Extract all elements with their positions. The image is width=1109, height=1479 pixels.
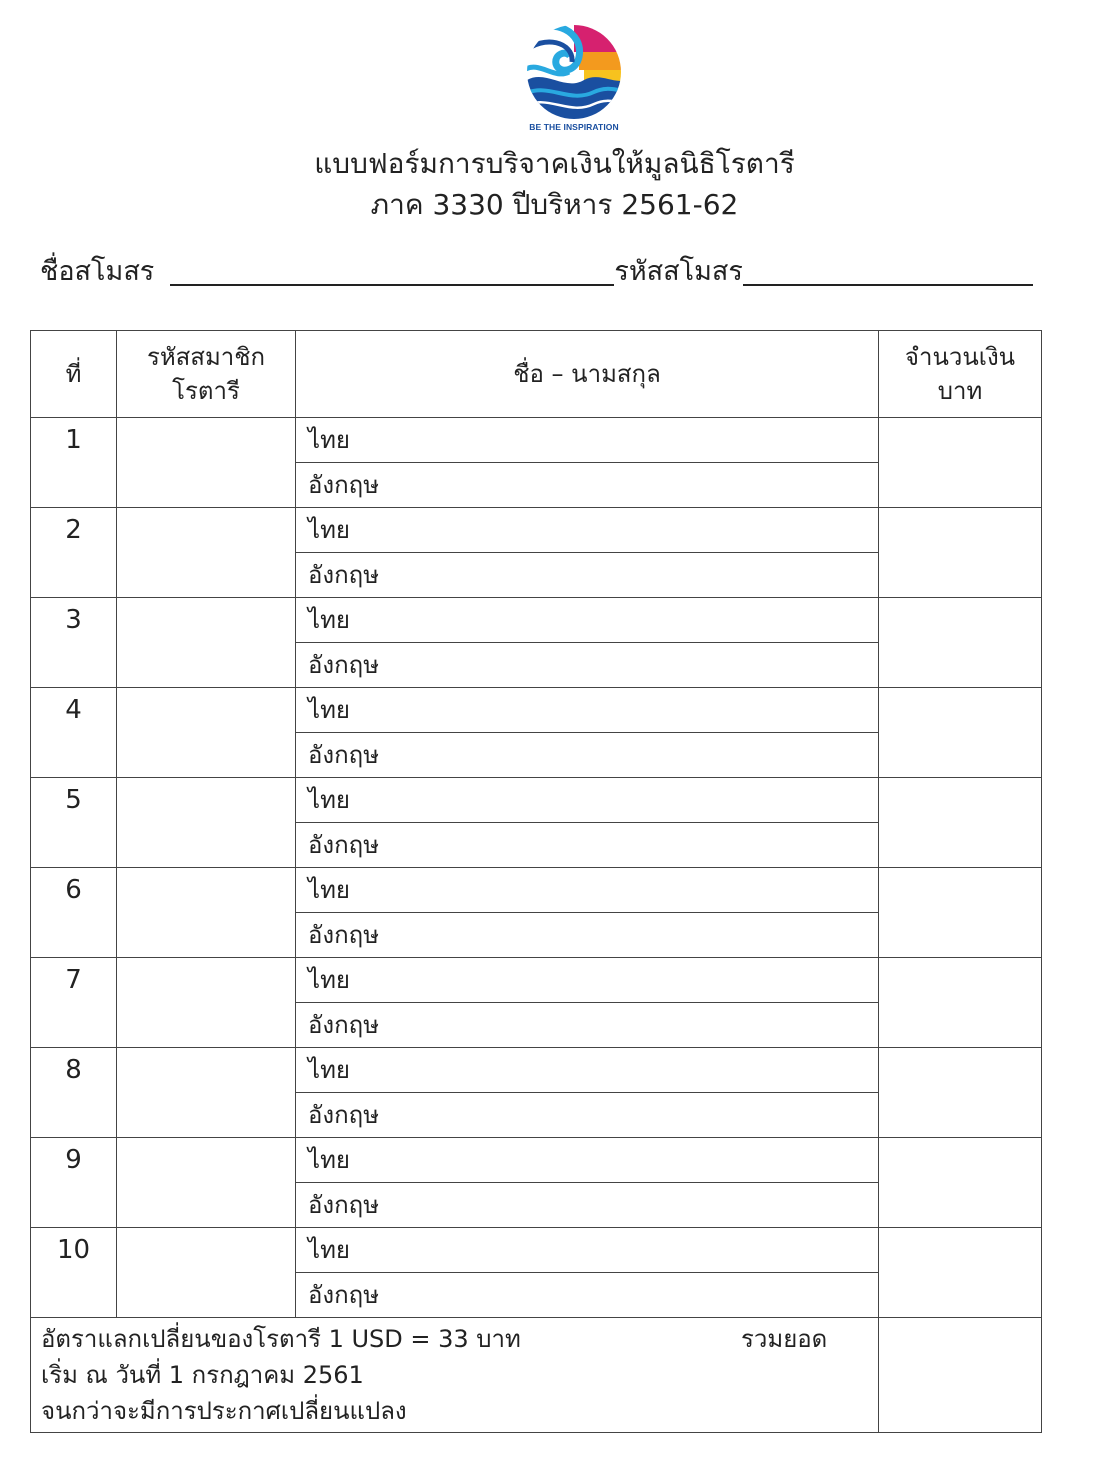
member-code-cell[interactable] [117, 688, 296, 778]
english-name-cell[interactable]: อังกฤษ [296, 463, 879, 508]
english-name-cell[interactable]: อังกฤษ [296, 553, 879, 598]
amount-cell[interactable] [879, 868, 1042, 958]
english-name-cell[interactable]: อังกฤษ [296, 1003, 879, 1048]
row-number: 2 [31, 508, 117, 598]
amount-cell[interactable] [879, 418, 1042, 508]
row-number: 3 [31, 598, 117, 688]
table-header-row [31, 331, 1042, 418]
english-name-cell[interactable]: อังกฤษ [296, 1273, 879, 1318]
table-row [31, 508, 1042, 553]
row-number: 10 [31, 1228, 117, 1318]
total-label: รวมยอด [741, 1325, 828, 1353]
thai-name-cell[interactable]: ไทย [296, 778, 879, 823]
logo-tagline: BE THE INSPIRATION [529, 122, 619, 132]
exchange-rate-text: อัตราแลกเปลี่ยนของโรตารี 1 USD = 33 บาท [41, 1325, 521, 1353]
english-name-cell[interactable]: อังกฤษ [296, 913, 879, 958]
header-member-code: รหัสสมาชิก โรตารี [117, 331, 296, 418]
english-name-cell[interactable]: อังกฤษ [296, 643, 879, 688]
row-number: 5 [31, 778, 117, 868]
table-footer-row [31, 1318, 1042, 1433]
form-subtitle: ภาค 3330 ปีบริหาร 2561-62 [370, 188, 739, 221]
table-row [31, 688, 1042, 733]
thai-name-cell[interactable]: ไทย [296, 418, 879, 463]
member-code-cell[interactable] [117, 1228, 296, 1318]
member-code-cell[interactable] [117, 868, 296, 958]
total-amount-cell[interactable] [879, 1318, 1042, 1433]
row-number: 4 [31, 688, 117, 778]
row-number: 7 [31, 958, 117, 1048]
thai-name-cell[interactable]: ไทย [296, 1138, 879, 1183]
header-no: ที่ [31, 331, 117, 418]
form-title: แบบฟอร์มการบริจาคเงินให้มูลนิธิโรตารี [314, 147, 795, 180]
english-name-cell[interactable]: อังกฤษ [296, 733, 879, 778]
table-row [31, 1048, 1042, 1093]
amount-cell[interactable] [879, 1138, 1042, 1228]
member-code-cell[interactable] [117, 1048, 296, 1138]
member-code-cell[interactable] [117, 508, 296, 598]
member-code-cell[interactable] [117, 958, 296, 1048]
club-info-line [40, 252, 1060, 292]
row-number: 1 [31, 418, 117, 508]
donation-table [30, 330, 1042, 1433]
thai-name-cell[interactable]: ไทย [296, 958, 879, 1003]
member-code-cell[interactable] [117, 1138, 296, 1228]
club-name-label: ชื่อสโมสร [40, 256, 155, 287]
amount-cell[interactable] [879, 1228, 1042, 1318]
table-row [31, 1138, 1042, 1183]
table-row [31, 868, 1042, 913]
amount-cell[interactable] [879, 598, 1042, 688]
until-notice-text: จนกว่าจะมีการประกาศเปลี่ยนแปลง [41, 1397, 407, 1425]
table-body [31, 418, 1042, 1318]
english-name-cell[interactable]: อังกฤษ [296, 823, 879, 868]
rotary-theme-logo [524, 22, 624, 137]
exchange-rate-note [31, 1318, 879, 1433]
thai-name-cell[interactable]: ไทย [296, 1048, 879, 1093]
row-number: 8 [31, 1048, 117, 1138]
thai-name-cell[interactable]: ไทย [296, 508, 879, 553]
member-code-cell[interactable] [117, 598, 296, 688]
row-number: 9 [31, 1138, 117, 1228]
table-row [31, 418, 1042, 463]
amount-cell[interactable] [879, 688, 1042, 778]
wave-logo-icon [524, 22, 624, 122]
thai-name-cell[interactable]: ไทย [296, 1228, 879, 1273]
header-name: ชื่อ – นามสกุล [296, 331, 879, 418]
member-code-cell[interactable] [117, 778, 296, 868]
club-name-blank[interactable] [170, 254, 614, 286]
thai-name-cell[interactable]: ไทย [296, 598, 879, 643]
amount-cell[interactable] [879, 778, 1042, 868]
table-row [31, 1228, 1042, 1273]
club-code-blank[interactable] [743, 254, 1033, 286]
table-row [31, 598, 1042, 643]
english-name-cell[interactable]: อังกฤษ [296, 1093, 879, 1138]
member-code-cell[interactable] [117, 418, 296, 508]
effective-date-text: เริ่ม ณ วันที่ 1 กรกฎาคม 2561 [41, 1361, 364, 1389]
thai-name-cell[interactable]: ไทย [296, 688, 879, 733]
header-amount: จำนวนเงิน บาท [879, 331, 1042, 418]
row-number: 6 [31, 868, 117, 958]
club-code-label: รหัสสโมสร [614, 256, 743, 287]
table-row [31, 778, 1042, 823]
amount-cell[interactable] [879, 508, 1042, 598]
amount-cell[interactable] [879, 958, 1042, 1048]
amount-cell[interactable] [879, 1048, 1042, 1138]
thai-name-cell[interactable]: ไทย [296, 868, 879, 913]
table-row [31, 958, 1042, 1003]
english-name-cell[interactable]: อังกฤษ [296, 1183, 879, 1228]
